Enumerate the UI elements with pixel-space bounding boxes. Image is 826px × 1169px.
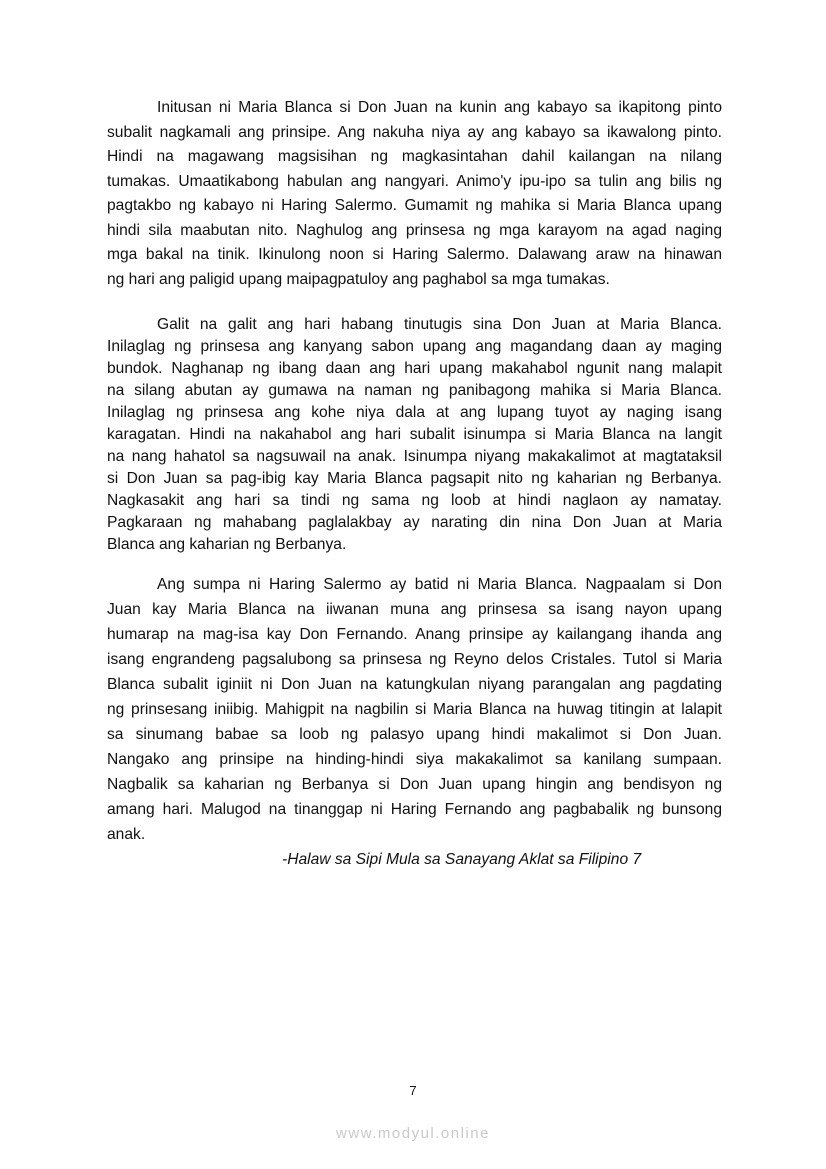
paragraph-2	[107, 314, 722, 556]
text-line: na silang abutan ay gumawa na naman ng panibagong mahika si Maria Blanca.	[107, 382, 722, 399]
text-line: Nagbalik sa kaharian ng Berbanya si Don Juan upang hingin ang bendisyon ng	[107, 776, 722, 793]
text-line: karagatan. Hindi na nakahabol ang hari subalit isinumpa si Maria Blanca na langit	[107, 426, 722, 443]
watermark: www.modyul.online	[336, 1125, 490, 1142]
text-line: anak.	[107, 826, 146, 843]
text-line: ng prinsesang iniibig. Mahigpit na nagbilin si Maria Blanca na huwag titingin at lalapit	[107, 701, 722, 718]
text-line: Ang sumpa ni Haring Salermo ay batid ni Maria Blanca. Nagpaalam si Don	[157, 576, 722, 593]
text-line: subalit nagkamali ang prinsipe. Ang nakuha niya ay ang kabayo sa ikawalong pinto.	[107, 123, 722, 141]
text-line: Initusan ni Maria Blanca si Don Juan na kunin ang kabayo sa ikapitong pinto	[157, 99, 722, 116]
text-line: si Don Juan sa pag-ibig kay Maria Blanca pagsapit nito ng kaharian ng Berbanya.	[107, 470, 722, 487]
text-line: hindi sila maabutan nito. Naghulog ang prinsesa ng mga karayom na agad naging	[107, 221, 722, 239]
page-number: 7	[409, 1083, 417, 1098]
text-line: mga bakal na tinik. Ikinulong noon si Haring Salermo. Dalawang araw na hinawan	[107, 246, 722, 263]
source-citation: -Halaw sa Sipi Mula sa Sanayang Aklat sa Filipino 7	[282, 851, 642, 868]
text-line: humarap na mag-isa kay Don Fernando. Anang prinsipe ay kailangang ihanda ang	[107, 626, 722, 643]
text-line: Inilaglag ng prinsesa ang kanyang sabon upang ang magandang daan ay maging	[107, 338, 722, 355]
text-line: isang engrandeng pagsalubong sa prinsesa ng Reyno delos Cristales. Tutol si Maria	[107, 651, 722, 668]
paragraph-1	[107, 96, 722, 292]
text-line: pagtakbo ng kabayo ni Haring Salermo. Gumamit ng mahika si Maria Blanca upang	[107, 197, 722, 214]
text-line: Blanca subalit iginiit ni Don Juan na katungkulan niyang parangalan ang pagdating	[107, 676, 722, 693]
text-line: Blanca ang kaharian ng Berbanya.	[107, 536, 347, 553]
text-line: tumakas. Umaatikabong habulan ang nangyari. Animo'y ipu-ipo sa tulin ang bilis ng	[107, 172, 722, 190]
text-line: bundok. Naghanap ng ibang daan ang hari upang makahabol ngunit nang malapit	[107, 360, 722, 377]
text-line: Galit na galit ang hari habang tinutugis sina Don Juan at Maria Blanca.	[157, 316, 722, 333]
text-line: amang hari. Malugod na tinanggap ni Haring Fernando ang pagbabalik ng bunsong	[107, 801, 722, 818]
text-line: Juan kay Maria Blanca na iiwanan muna ang prinsesa sa isang nayon upang	[107, 601, 722, 618]
text-line: sa sinumang babae sa loob ng palasyo upang hindi makalimot si Don Juan.	[107, 726, 722, 743]
text-line: Inilaglag ng prinsesa ang kohe niya dala at ang lupang tuyot ay naging isang	[107, 404, 722, 421]
text-line: Nagkasakit ang hari sa tindi ng sama ng loob at hindi naglaon ay namatay.	[107, 492, 722, 509]
text-line: ng hari ang paligid upang maipagpatuloy ang paghabol sa mga tumakas.	[107, 270, 610, 288]
text-line: Hindi na magawang magsisihan ng magkasintahan dahil kailangan na nilang	[107, 148, 722, 165]
paragraph-3	[107, 572, 722, 847]
text-line: Nangako ang prinsipe na hinding-hindi siya makakalimot sa kanilang sumpaan.	[107, 751, 722, 768]
text-line: Pagkaraan ng mahabang paglalakbay ay narating din nina Don Juan at Maria	[107, 514, 722, 531]
text-line: na nang hahatol sa nagsuwail na anak. Isinumpa niyang makakalimot at magtataksil	[107, 448, 722, 465]
